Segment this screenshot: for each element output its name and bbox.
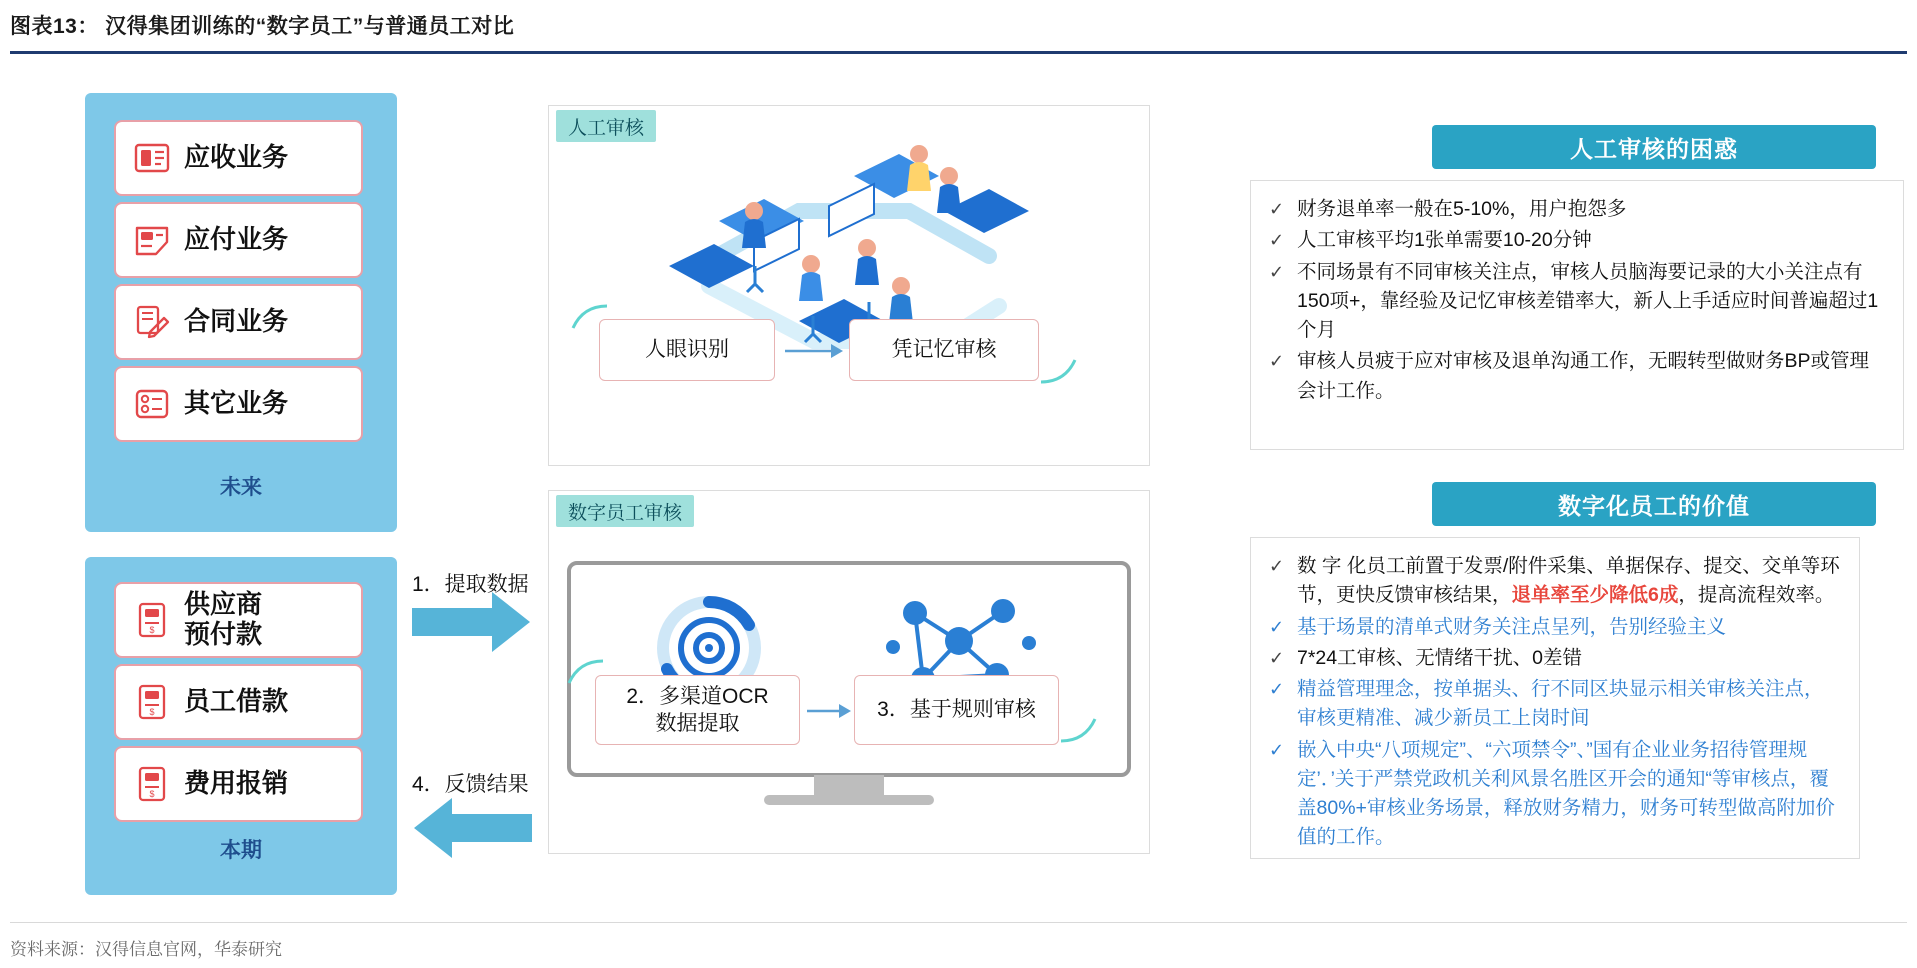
list-item-label	[184, 590, 262, 650]
decor-swoosh-icon	[567, 657, 607, 685]
digital-step-rule-label: 3．基于规则审核	[877, 698, 1036, 722]
receivable-icon	[130, 136, 174, 180]
footer-divider	[10, 922, 1907, 923]
check-icon: ✓	[1269, 739, 1285, 760]
expense-claim-icon	[130, 762, 174, 806]
list-item-label-line2: 预付款	[184, 619, 263, 649]
decor-swoosh-icon	[1035, 358, 1077, 386]
list-item-label: 应收业务	[184, 142, 289, 173]
list-item	[1269, 195, 1885, 224]
check-icon: ✓	[1269, 556, 1285, 576]
list-item-text: 不同场景有不同审核关注点，审核人员脑海要记录的大小关注点有150项+，靠经验及记忆审核差错率大，新人上手适应时间普遍超过1个月	[1297, 260, 1879, 341]
manual-pain-title: 人工审核的困惑	[1432, 125, 1876, 169]
check-icon: ✓	[1269, 261, 1285, 282]
manual-pain-box	[1250, 180, 1904, 450]
list-item	[1269, 644, 1841, 673]
digital-flow-arrow-icon	[807, 699, 851, 723]
text-segment-highlight: 退单率至少降低6成	[1511, 584, 1679, 607]
list-item-label: 合同业务	[184, 306, 289, 337]
list-item[interactable]	[114, 202, 363, 278]
page-title: 图表13： 汉得集团训练的“数字员工”与普通员工对比	[10, 15, 515, 38]
digital-review-tag: 数字员工审核	[556, 495, 694, 527]
list-item	[1269, 258, 1885, 346]
list-item[interactable]	[114, 746, 363, 822]
feedback-result-label: 4．反馈结果	[412, 773, 529, 796]
source-note: 资料来源：汉得信息官网，华泰研究	[10, 940, 282, 959]
list-item-label: 员工借款	[184, 686, 289, 717]
list-item[interactable]	[114, 120, 363, 196]
list-item	[1269, 226, 1885, 255]
extract-data-arrow	[412, 592, 532, 652]
decor-swoosh-icon	[571, 302, 611, 330]
manual-step-eye-label: 人眼识别	[645, 338, 729, 362]
manual-step-memory-card	[849, 319, 1039, 381]
list-item-text	[1297, 552, 1841, 611]
list-item[interactable]	[114, 664, 363, 740]
text-segment: 数 字 化员工前置于发票/附件采集、单据保存、提交、交单等环节，更快反馈审核结果，	[1297, 555, 1840, 607]
digital-review-panel	[548, 490, 1150, 854]
employee-loan-icon	[130, 680, 174, 724]
check-icon: ✓	[1269, 616, 1285, 637]
payable-icon	[130, 218, 174, 262]
current-business-panel	[85, 557, 397, 895]
list-item-text: 财务退单率一般在5-10%，用户抱怨多	[1297, 198, 1627, 220]
check-icon: ✓	[1269, 679, 1285, 699]
list-item-text: 基于场景的清单式财务关注点呈列，告别经验主义	[1297, 615, 1727, 638]
list-item-label: 其它业务	[184, 388, 289, 419]
text-segment: ，提高流程效率。	[1678, 584, 1835, 607]
feedback-result-arrow	[412, 798, 532, 858]
digital-step-ocr-label-line1: 2．多渠道OCR	[626, 684, 769, 708]
digital-step-rule-card	[854, 675, 1059, 745]
list-item[interactable]	[114, 284, 363, 360]
manual-review-tag: 人工审核	[556, 110, 656, 142]
supplier-prepay-icon	[130, 598, 174, 642]
list-item[interactable]	[114, 582, 363, 658]
future-panel-tag: 未来	[220, 476, 262, 499]
list-item-label: 应付业务	[184, 224, 289, 255]
list-item	[1269, 675, 1841, 734]
list-item-text: 审核人员疲于应对审核及退单沟通工作，无暇转型做财务BP或管理会计工作。	[1297, 350, 1870, 402]
manual-step-eye-card	[599, 319, 775, 381]
check-icon: ✓	[1269, 647, 1285, 668]
list-item-text: 人工审核平均1张单需要10-20分钟	[1297, 229, 1592, 252]
check-icon: ✓	[1269, 230, 1285, 251]
header-divider	[10, 51, 1907, 54]
check-icon: ✓	[1269, 351, 1285, 372]
contract-icon	[130, 300, 174, 344]
other-icon	[130, 382, 174, 426]
current-panel-tag: 本期	[220, 839, 262, 862]
svg-text:$: $	[149, 625, 155, 635]
list-item[interactable]	[114, 366, 363, 442]
manual-step-memory-label: 凭记忆审核	[891, 338, 997, 362]
svg-text:$: $	[149, 789, 155, 799]
figure-header	[0, 0, 1917, 54]
list-item-text: 7*24工审核、无情绪干扰、0差错	[1297, 646, 1582, 669]
list-item	[1269, 736, 1841, 853]
manual-flow-arrow-icon	[785, 339, 843, 363]
list-item	[1269, 552, 1841, 611]
svg-text:$: $	[149, 707, 155, 717]
list-item-text: 精益管理理念，按单据头、行不同区块显示相关审核关注点，审核更精准、减少新员工上岗时间	[1297, 678, 1824, 730]
list-item-label-line1: 供应商	[184, 589, 263, 620]
future-business-panel	[85, 93, 397, 532]
extract-data-label: 1．提取数据	[412, 573, 529, 596]
list-item	[1269, 347, 1885, 406]
list-item-text: 嵌入中央“八项规定”、“六项禁令”、”国有企业业务招待管理规定’．’关于严禁党政机关利风景名胜区开会的通知“等审核点，覆盖80%+审核业务场景，释放财务精力，财务可转型做高附加价值的工作。	[1297, 738, 1835, 849]
list-item-label: 费用报销	[184, 768, 289, 799]
decor-swoosh-icon	[1055, 717, 1097, 745]
manual-review-panel	[548, 105, 1150, 466]
digital-value-box	[1250, 537, 1860, 859]
digital-step-ocr-label-line2: 数据提取	[655, 712, 740, 735]
digital-step-ocr-card	[595, 675, 800, 745]
check-icon: ✓	[1269, 199, 1285, 219]
list-item	[1269, 613, 1841, 642]
digital-value-title: 数字化员工的价值	[1432, 482, 1876, 526]
